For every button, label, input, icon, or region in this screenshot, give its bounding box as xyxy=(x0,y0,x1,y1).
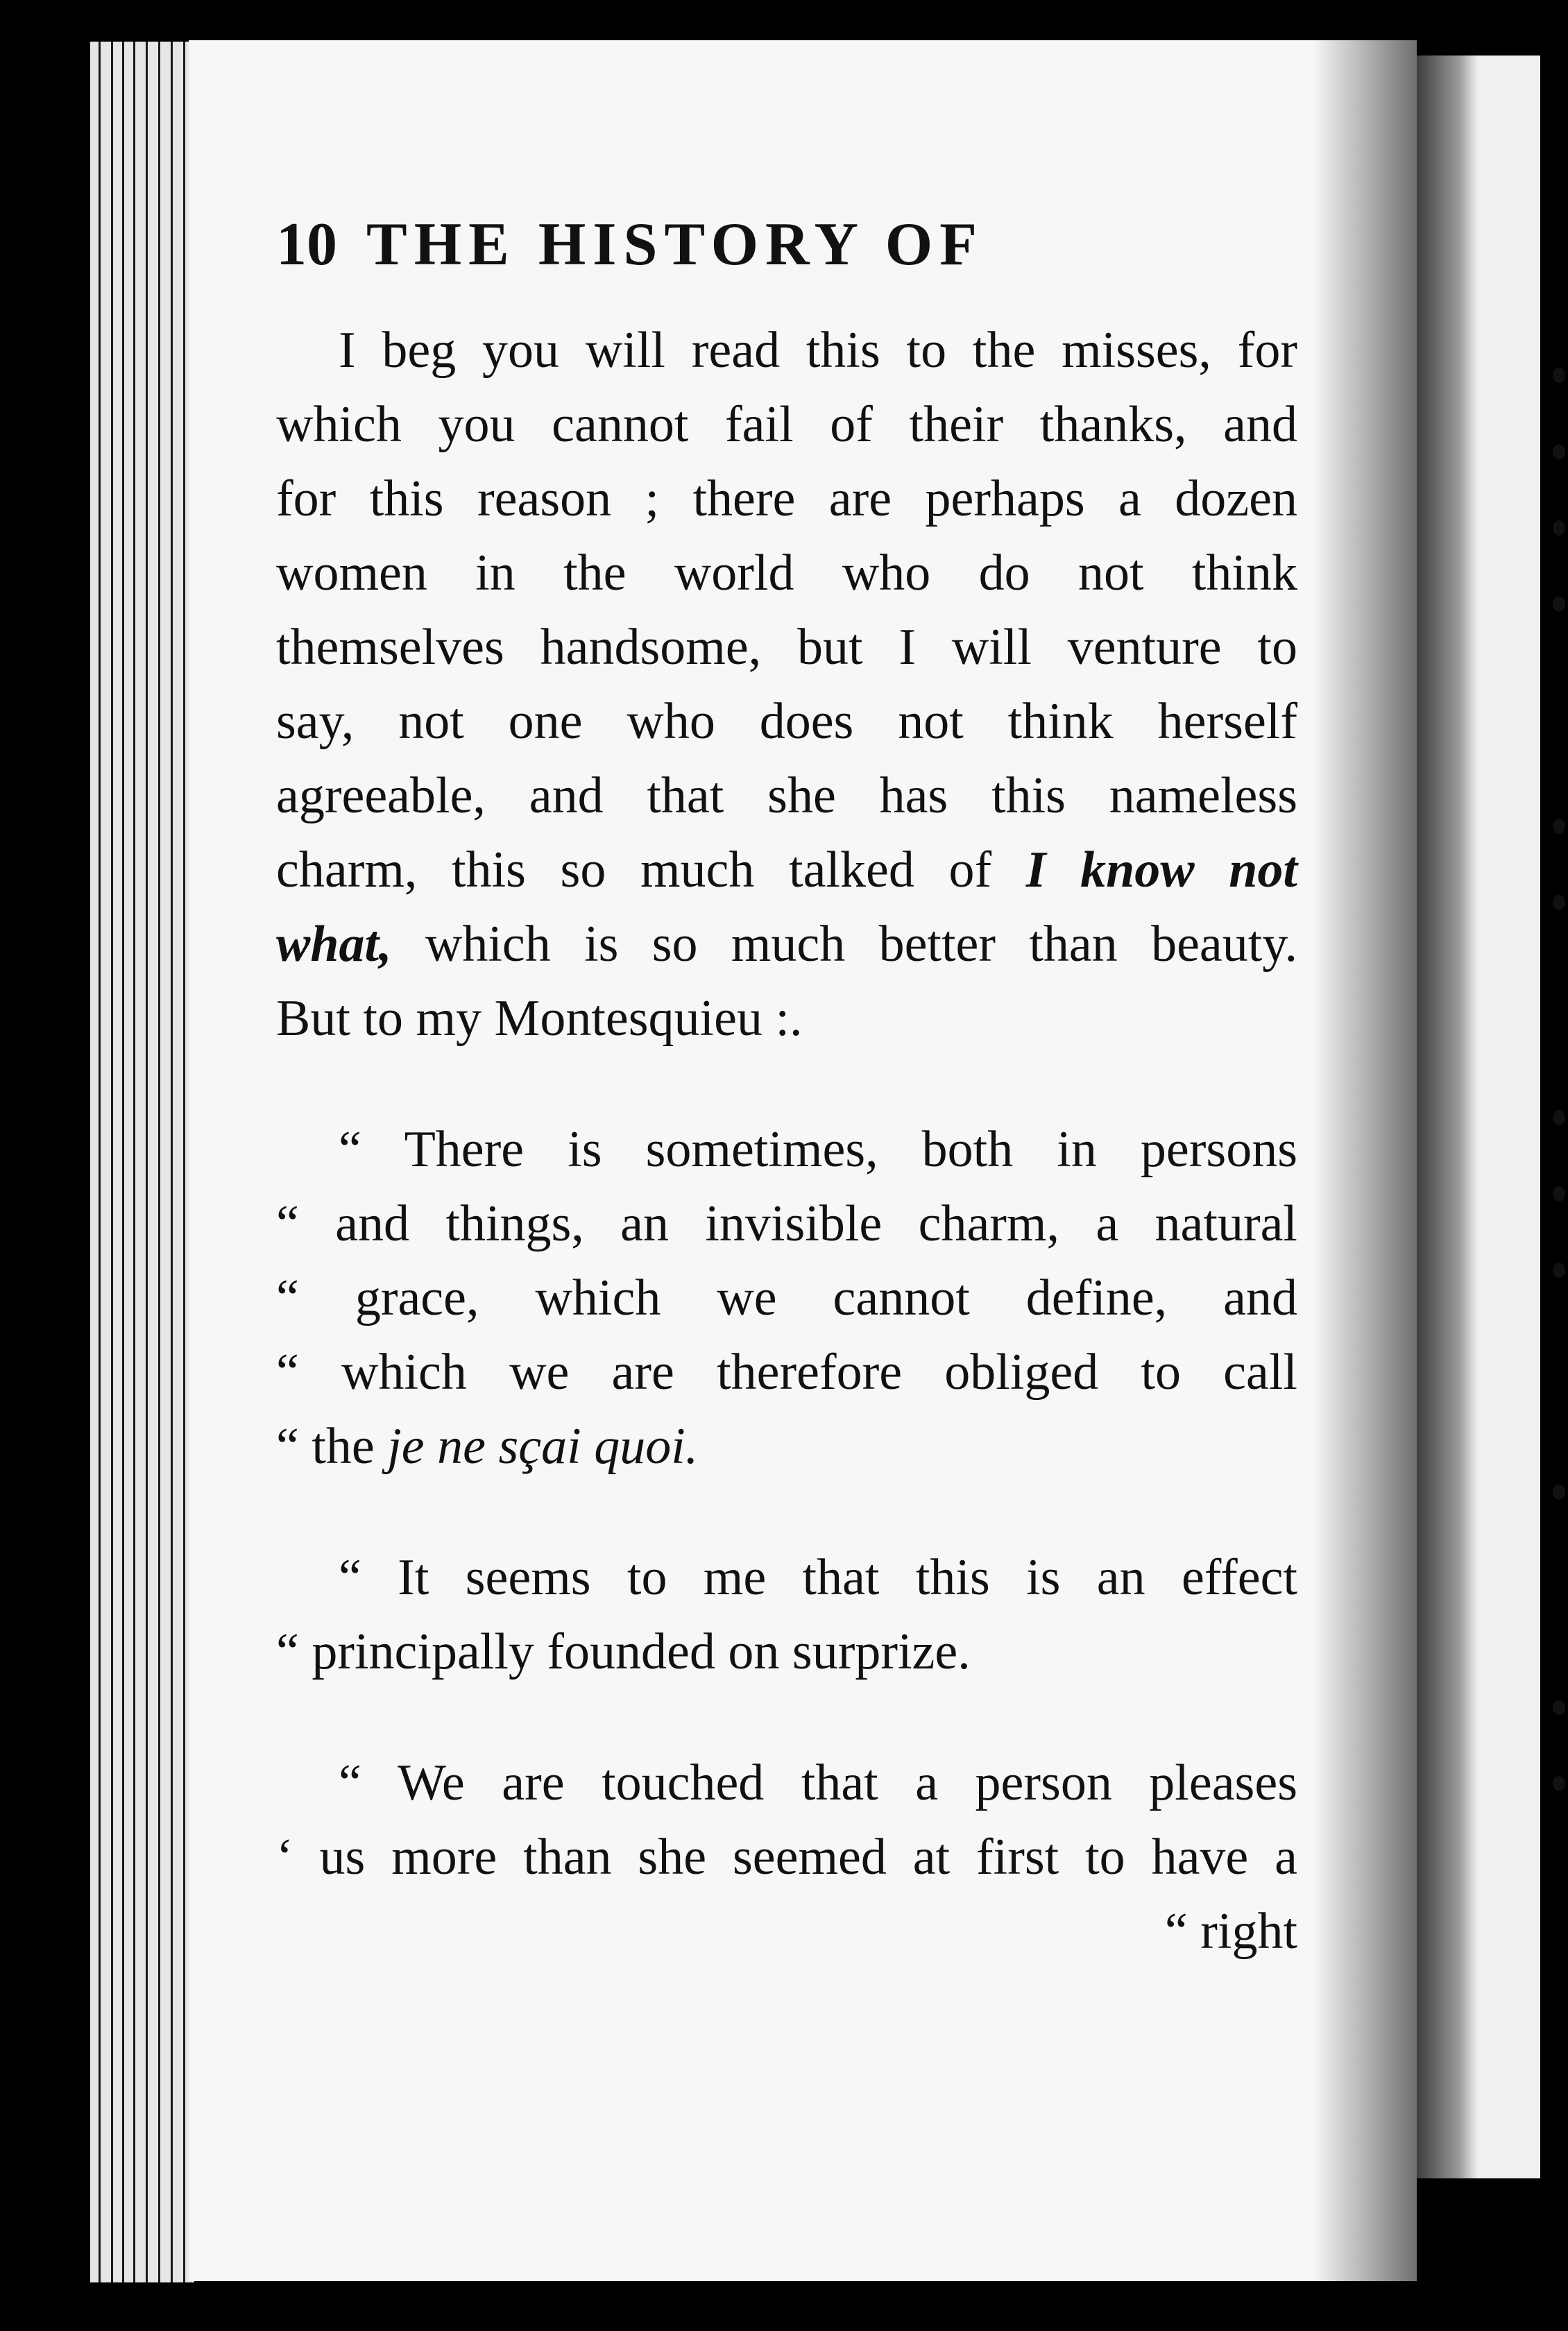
page-text xyxy=(276,210,1297,1969)
text-line: “ and things, an invisible charm, a natural xyxy=(276,1195,1297,1252)
text-line: I beg you will read this to the misses, for xyxy=(339,322,1297,379)
page-shadow xyxy=(1313,40,1417,2281)
running-header xyxy=(276,210,1297,314)
ink-mark xyxy=(1553,1485,1565,1500)
ink-mark xyxy=(1553,1700,1565,1715)
catchword: “ right xyxy=(1164,1903,1297,1960)
ink-mark xyxy=(1553,444,1565,459)
text-line: which you cannot fail of their thanks, and xyxy=(276,396,1297,453)
italic-phrase: je ne sçai quoi. xyxy=(387,1418,699,1475)
text-line: “ We are touched that a person pleases xyxy=(339,1754,1297,1811)
ink-mark xyxy=(1553,1110,1565,1125)
text-line: “ which we are therefore obliged to call xyxy=(276,1344,1297,1401)
page-edges xyxy=(90,42,194,2282)
ink-mark xyxy=(1553,1186,1565,1202)
italic-phrase: what, xyxy=(276,916,392,973)
quotation xyxy=(276,1541,1297,1689)
text-line: ‘ us more than she seemed at first to have a xyxy=(276,1829,1297,1886)
ink-mark xyxy=(1553,368,1565,383)
text-segment: which is so much better than beauty. xyxy=(425,916,1298,973)
text-line: women in the world who do not think xyxy=(276,545,1297,601)
gutter-shadow xyxy=(1415,56,1478,2178)
running-title: THE HISTORY OF xyxy=(366,211,984,278)
text-line: themselves handsome, but I will venture to xyxy=(276,619,1297,676)
ink-mark xyxy=(1553,520,1565,536)
ink-mark xyxy=(1553,895,1565,910)
quotation xyxy=(276,1746,1297,1969)
paragraph xyxy=(276,314,1297,1056)
quotation xyxy=(276,1113,1297,1484)
italic-phrase: I know not xyxy=(1025,842,1297,898)
text-segment: “ the xyxy=(276,1418,375,1475)
page-number: 10 xyxy=(276,211,337,278)
text-line: for this reason ; there are perhaps a dozen xyxy=(276,470,1297,527)
text-line: say, not one who does not think herself xyxy=(276,693,1297,750)
text-segment: charm, this so much talked of xyxy=(276,842,992,898)
text-line xyxy=(276,907,1297,982)
ink-mark xyxy=(1553,819,1565,834)
text-line: “ It seems to me that this is an effect xyxy=(339,1549,1297,1606)
ink-mark xyxy=(1553,1263,1565,1278)
text-line xyxy=(276,1410,1297,1484)
text-line: agreeable, and that she has this nameless xyxy=(276,767,1297,824)
text-line: “ grace, which we cannot define, and xyxy=(276,1270,1297,1326)
text-line: But to my Montesquieu :. xyxy=(276,990,803,1047)
ink-mark xyxy=(1553,1776,1565,1791)
text-line: “ principally founded on surprize. xyxy=(276,1623,971,1680)
text-line: “ There is sometimes, both in persons xyxy=(339,1121,1297,1178)
text-line xyxy=(276,833,1297,907)
ink-mark xyxy=(1553,597,1565,612)
